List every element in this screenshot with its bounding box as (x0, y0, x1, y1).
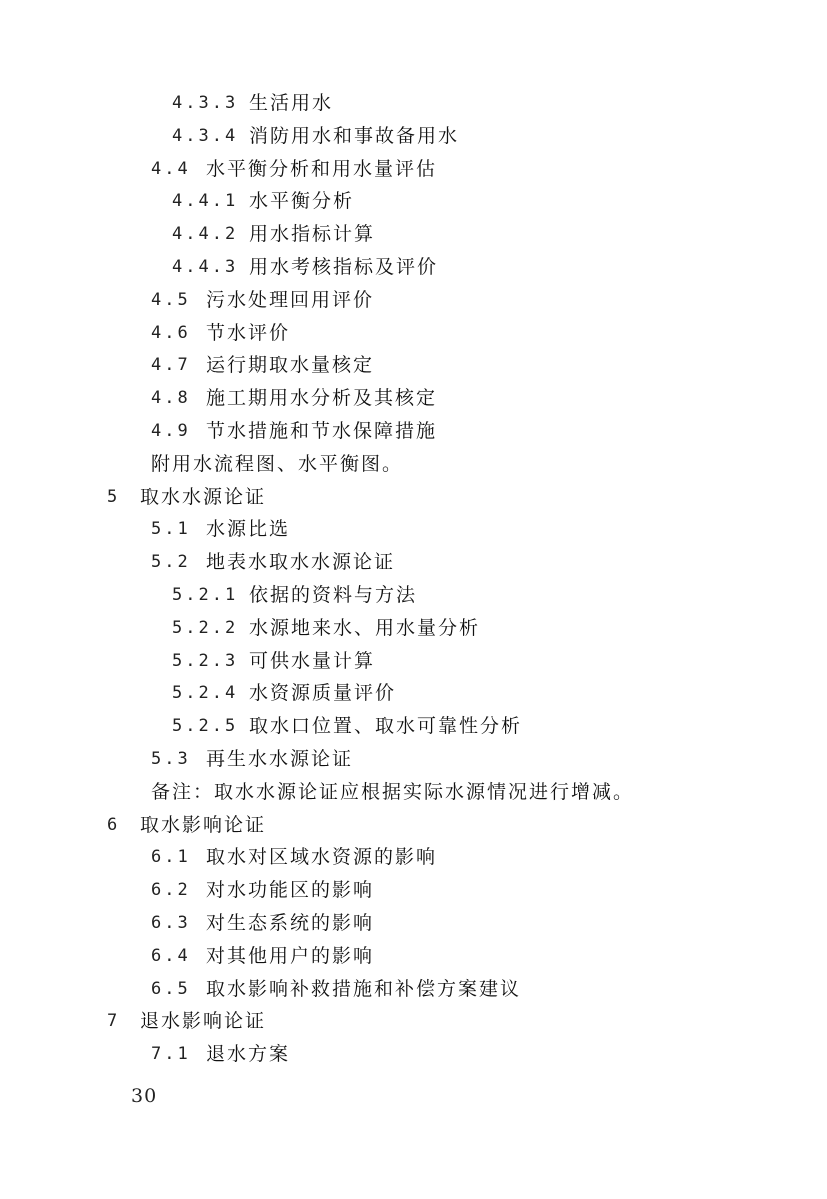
toc-entry-level-2 (0, 382, 827, 415)
toc-entry-title: 水平衡分析 (249, 190, 355, 213)
toc-note-text: 备注：取水水源论证应根据实际水源情况进行增减。 (151, 780, 635, 803)
toc-entry-title: 退水影响论证 (140, 1010, 267, 1033)
toc-entry-title: 取水影响论证 (140, 813, 267, 836)
toc-entry-title: 生活用水 (249, 92, 334, 114)
toc-entry-level-3 (0, 579, 827, 612)
toc-entry-title: 用水考核指标及评价 (249, 255, 439, 278)
toc-entry-level-3 (0, 710, 827, 743)
toc-entry-number: 7.1 (151, 1044, 191, 1065)
toc-entry-level-1 (0, 1005, 827, 1038)
toc-entry-title: 运行期取水量核定 (206, 354, 375, 377)
toc-entry-level-3 (0, 645, 827, 678)
toc-entry-title: 污水处理回用评价 (206, 288, 375, 311)
toc-entry-level-2 (0, 1038, 827, 1071)
toc-entry-level-2 (0, 546, 827, 579)
toc-entry-level-3 (0, 185, 827, 218)
toc-entry-number: 6.3 (151, 912, 191, 933)
toc-entry-number: 6 (107, 814, 121, 835)
toc-entry-number: 5 (107, 486, 121, 507)
toc-entry-number: 5.2.4 (172, 683, 239, 704)
toc-entry-level-3 (0, 87, 827, 120)
toc-entry-number: 6.5 (151, 978, 191, 999)
toc-entry-title: 取水口位置、取水可靠性分析 (249, 715, 523, 738)
toc-entry-number: 5.2.1 (172, 584, 239, 605)
toc-entry-level-2 (0, 940, 827, 973)
toc-entry-title: 水平衡分析和用水量评估 (206, 157, 438, 180)
toc-entry-title: 退水方案 (206, 1043, 291, 1066)
toc-entry-level-2 (0, 973, 827, 1006)
toc-entry-title: 对水功能区的影响 (206, 879, 375, 902)
toc-entry-title: 用水指标计算 (249, 223, 376, 246)
toc-entry-level-2 (0, 415, 827, 448)
toc-entry-number: 4.9 (151, 420, 191, 441)
toc-entry-level-2 (0, 349, 827, 382)
toc-entry-number: 5.3 (151, 748, 191, 769)
toc-entry-level-2 (0, 513, 827, 546)
toc-entry-level-2 (0, 743, 827, 776)
toc-entry-title: 再生水水源论证 (206, 747, 354, 770)
toc-entry-number: 4.4.3 (172, 256, 239, 277)
toc-note (0, 448, 827, 481)
toc-entry-level-3 (0, 120, 827, 153)
toc-entry-title: 节水措施和节水保障措施 (206, 419, 438, 442)
toc-entry-title: 取水水源论证 (140, 485, 267, 508)
toc-entry-number: 4.8 (151, 388, 191, 409)
toc-entry-title: 取水对区域水资源的影响 (206, 846, 438, 869)
toc-entry-number: 7 (107, 1011, 121, 1032)
toc-entry-number: 4.4.2 (172, 224, 239, 245)
toc-entry-title: 对其他用户的影响 (206, 944, 375, 967)
toc-note (0, 776, 827, 809)
toc-entry-number: 4.5 (151, 289, 191, 310)
toc-entry-title: 依据的资料与方法 (249, 583, 418, 606)
toc-entry-title: 水资源质量评价 (249, 682, 397, 705)
toc-entry-number: 4.7 (151, 355, 191, 376)
toc-entry-title: 地表水取水水源论证 (206, 551, 396, 574)
table-of-contents (0, 87, 827, 1071)
toc-entry-number: 5.2 (151, 552, 191, 573)
toc-entry-number: 4.4 (151, 158, 191, 179)
toc-entry-number: 5.2.5 (172, 716, 239, 737)
toc-entry-level-3 (0, 251, 827, 284)
toc-entry-title: 对生态系统的影响 (206, 911, 375, 934)
toc-entry-title: 水源地来水、用水量分析 (249, 616, 481, 639)
toc-entry-number: 5.2.3 (172, 650, 239, 671)
toc-entry-number: 6.1 (151, 847, 191, 868)
toc-entry-level-2 (0, 874, 827, 907)
toc-entry-number: 4.3.4 (172, 125, 239, 146)
toc-entry-title: 施工期用水分析及其核定 (206, 387, 438, 410)
toc-entry-number: 4.3.3 (172, 93, 239, 113)
toc-entry-title: 可供水量计算 (249, 649, 376, 672)
toc-entry-level-2 (0, 284, 827, 317)
toc-entry-level-3 (0, 218, 827, 251)
toc-entry-number: 6.4 (151, 945, 191, 966)
toc-entry-title: 取水影响补救措施和补偿方案建议 (206, 977, 522, 1000)
toc-note-text: 附用水流程图、水平衡图。 (151, 452, 404, 475)
toc-entry-level-3 (0, 612, 827, 645)
toc-entry-level-2 (0, 317, 827, 350)
toc-entry-level-2 (0, 907, 827, 940)
toc-entry-number: 4.6 (151, 322, 191, 343)
toc-entry-level-1 (0, 809, 827, 842)
toc-entry-title: 节水评价 (206, 321, 291, 344)
toc-entry-level-2 (0, 841, 827, 874)
toc-entry-level-1 (0, 481, 827, 514)
toc-entry-title: 水源比选 (206, 518, 291, 541)
toc-entry-number: 5.1 (151, 519, 191, 540)
toc-entry-number: 4.4.1 (172, 191, 239, 212)
page-number: 30 (131, 1085, 158, 1107)
toc-entry-title: 消防用水和事故备用水 (249, 124, 460, 147)
toc-entry-level-2 (0, 153, 827, 186)
toc-entry-level-3 (0, 677, 827, 710)
toc-entry-number: 5.2.2 (172, 617, 239, 638)
toc-entry-number: 6.2 (151, 880, 191, 901)
